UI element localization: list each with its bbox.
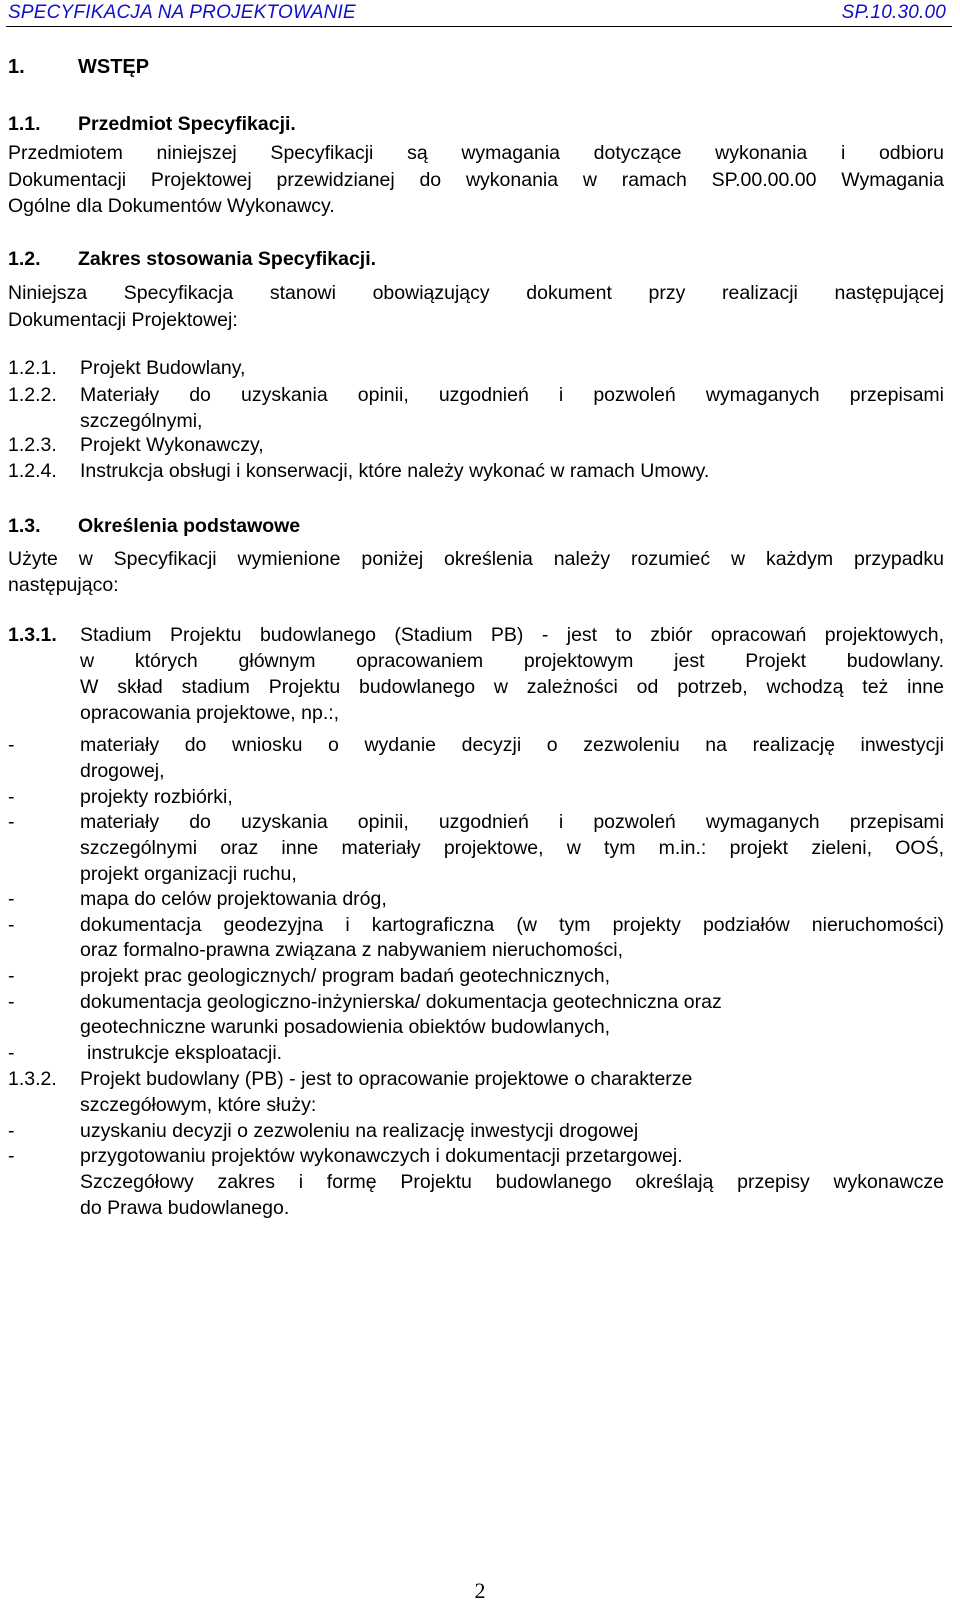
section-1-3-heading (8, 513, 944, 540)
bullet-dash: - (8, 786, 15, 808)
page-number: 2 (474, 1578, 486, 1603)
item-text: Instrukcja obsługi i konserwacji, które należy wykonać w ramach Umowy. (80, 460, 710, 482)
bullet-dash: - (8, 734, 15, 756)
item-number: 1.3.2. (8, 1068, 57, 1090)
item-number: 1.2.3. (8, 434, 57, 456)
bullet-text: geotechniczne warunki posadowienia obiektów budowlanych, (80, 1016, 611, 1038)
bullet-text: drogowej, (80, 760, 165, 782)
bullet-dash: - (8, 965, 15, 987)
bullet-text: przygotowaniu projektów wykonawczych i dokumentacji przetargowej. (80, 1145, 683, 1167)
bullet-text: dokumentacja geologiczno-inżynierska/ dokumentacja geotechniczna oraz (80, 991, 722, 1013)
header-code: SP.10.30.00 (841, 2, 946, 23)
bullet-text: projekt organizacji ruchu, (80, 863, 297, 885)
bullet-dash: - (8, 991, 15, 1013)
item-text: W skład stadium Projektu budowlanego w zależności od potrzeb, wchodzą też inne (80, 676, 944, 698)
item-text: Projekt budowlany (PB) - jest to opracowanie projektowe o charakterze (80, 1068, 693, 1090)
bullet-text: uzyskaniu decyzji o zezwoleniu na realizację inwestycji drogowej (80, 1120, 639, 1142)
header-title: SPECYFIKACJA NA PROJEKTOWANIE (8, 2, 356, 23)
item-number: 1.2.4. (8, 460, 57, 482)
section-title: Przedmiot Specyfikacji. (78, 113, 296, 135)
page-header (6, 2, 952, 27)
item-text: szczególnymi, (80, 410, 203, 432)
paragraph-line: Ogólne dla Dokumentów Wykonawcy. (8, 195, 335, 217)
bullet-text: materiały do uzyskania opinii, uzgodnień i pozwoleń wymaganych przepisami (80, 811, 944, 833)
item-number: 1.3.1. (8, 624, 57, 646)
paragraph-line: Użyte w Specyfikacji wymienione poniżej określenia należy rozumieć w każdym przypadku (8, 548, 944, 570)
bullet-text: szczególnymi oraz inne materiały projektowe, w tym m.in.: projekt zieleni, OOŚ, (80, 837, 944, 859)
bullet-text: instrukcje eksploatacji. (87, 1042, 283, 1064)
item-text: opracowania projektowe, np.:, (80, 702, 340, 724)
item-number: 1.2.2. (8, 384, 57, 406)
bullet-text: materiały do wniosku o wydanie decyzji o zezwoleniu na realizację inwestycji (80, 734, 944, 756)
bullet-dash: - (8, 1120, 15, 1142)
section-title: WSTĘP (78, 56, 150, 78)
paragraph-line: Dokumentacji Projektowej: (8, 309, 238, 331)
bullet-dash: - (8, 888, 15, 910)
section-1-2-heading (8, 246, 944, 273)
bullet-text: oraz formalno-prawna związana z nabywaniem nieruchomości, (80, 939, 624, 961)
closing-text: Szczegółowy zakres i formę Projektu budowlanego określają przepisy wykonawcze (80, 1171, 944, 1193)
bullet-text: projekty rozbiórki, (80, 786, 233, 808)
bullet-text: projekt prac geologicznych/ program badań geotechnicznych, (80, 965, 611, 987)
paragraph-line: Dokumentacji Projektowej przewidzianej do wykonania w ramach SP.00.00.00 Wymagania (8, 169, 944, 191)
section-number: 1.1. (8, 113, 41, 135)
section-title: Określenia podstawowe (78, 515, 301, 537)
item-text: szczegółowym, które służy: (80, 1094, 317, 1116)
item-text: Stadium Projektu budowlanego (Stadium PB) - jest to zbiór opracowań projektowych, (80, 624, 944, 646)
item-number: 1.2.1. (8, 357, 57, 379)
item-text: Projekt Budowlany, (80, 357, 246, 379)
section-number: 1.3. (8, 515, 41, 537)
section-1-heading (8, 54, 944, 81)
bullet-dash: - (8, 1042, 15, 1064)
bullet-dash: - (8, 914, 15, 936)
bullet-dash: - (8, 811, 15, 833)
bullet-dash: - (8, 1145, 15, 1167)
item-text: Projekt Wykonawczy, (80, 434, 264, 456)
bullet-text: dokumentacja geodezyjna i kartograficzna (w tym projekty podziałów nieruchomości) (80, 914, 944, 936)
item-text: w których głównym opracowaniem projektowym jest Projekt budowlany. (80, 650, 944, 672)
paragraph-line: Niniejsza Specyfikacja stanowi obowiązujący dokument przy realizacji następującej (8, 282, 944, 304)
paragraph-line: następująco: (8, 574, 119, 596)
bullet-text: mapa do celów projektowania dróg, (80, 888, 387, 910)
section-number: 1.2. (8, 248, 41, 270)
paragraph-line: Przedmiotem niniejszej Specyfikacji są wymagania dotyczące wykonania i odbioru (8, 142, 944, 164)
section-1-1-heading (8, 111, 944, 138)
section-number: 1. (8, 56, 25, 78)
closing-text: do Prawa budowlanego. (80, 1197, 290, 1219)
item-text: Materiały do uzyskania opinii, uzgodnień i pozwoleń wymaganych przepisami (80, 384, 944, 406)
section-title: Zakres stosowania Specyfikacji. (78, 248, 377, 270)
